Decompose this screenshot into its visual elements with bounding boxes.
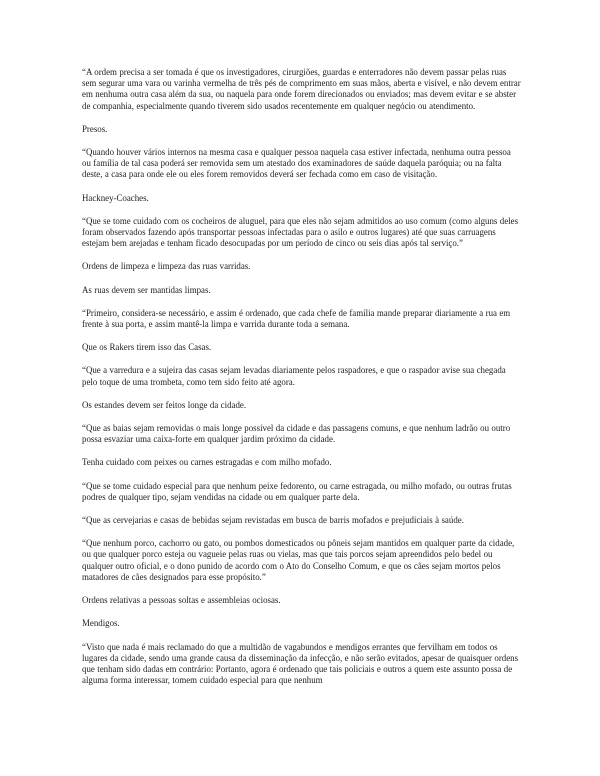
paragraph-stalls: “Que as baias sejam removidas o mais longe possível da cidade e das passagens comuns, e que nenhum ladrão ou outro possa esvaziar uma caixa-forte em qualquer jardim próximo da cidade. bbox=[82, 423, 511, 445]
section-heading-presos: Presos. bbox=[82, 123, 108, 134]
section-heading-rakers: Que os Rakers tirem isso das Casas. bbox=[82, 342, 212, 353]
section-heading-streets-clean: As ruas devem ser mantidas limpas. bbox=[82, 284, 211, 295]
paragraph-beggars: “Visto que nada é mais reclamado do que a multidão de vagabundos e mendigos errantes que fervilham em todos os lugares da cidade, sendo uma grande causa da disseminação da infecção, e não serão evitados, apesar de quaisquer ordens que tenham sido dadas em contrário: Portanto, agora é ordenado que tais policiais e outros a quem este assunto possa de alguma forma interessar, tomem cuidado especial para que nenhum bbox=[82, 641, 519, 686]
document-body bbox=[82, 67, 522, 698]
section-heading-loose-persons: Ordens relativas a pessoas soltas e assembleias ociosas. bbox=[82, 595, 281, 606]
paragraph-inmates: “Quando houver vários internos na mesma casa e qualquer pessoa naquela casa estiver infectada, nenhuma outra pessoa ou família de tal casa poderá ser removida sem um atestado dos examinadores de saúde daquela paróquia; ou na falta deste, a casa para onde ele ou eles forem removidos deverá ser fechada como em caso de visitação. bbox=[82, 147, 511, 180]
section-heading-stalls: Os estandes devem ser feitos longe da cidade. bbox=[82, 399, 247, 410]
section-heading-spoiled-food: Tenha cuidado com peixes ou carnes estragadas e com milho mofado. bbox=[82, 457, 332, 468]
paragraph-animals: “Que nenhum porco, cachorro ou gato, ou pombos domesticados ou pôneis sejam mantidos em qualquer parte da cidade, ou que qualquer porco esteja ou vagueie pelas ruas ou vielas, mas que tais porcos sejam apreendidos pelo bedel ou qualquer outro oficial, e o dono punido de acordo com o Ato do Conselho Comum, e que os cães sejam mortos pelos matadores de cães designados para esse propósito.” bbox=[82, 538, 515, 582]
section-heading-hackney-coaches: Hackney-Coaches. bbox=[82, 192, 149, 203]
paragraph-spoiled-food: “Que se tome cuidado especial para que nenhum peixe fedorento, ou carne estragada, ou milho mofado, ou outras frutas podres de qualquer tipo, sejam vendidas na cidade ou em qualquer parte dela. bbox=[82, 480, 512, 502]
paragraph-breweries: “Que as cervejarias e casas de bebidas sejam revistadas em busca de barris mofados e prejudiciais à saúde. bbox=[82, 515, 464, 526]
section-heading-beggars: Mendigos. bbox=[82, 618, 120, 629]
paragraph-order-investigators: “A ordem precisa a ser tomada é que os investigadores, cirurgiões, guardas e enterradores não devem passar pelas ruas sem segurar uma vara ou varinha vermelha de três pés de comprimento em suas mãos, aberta e visível, e não devem entrar em nenhuma outra casa além da sua, ou naquela para onde forem direcionados ou enviados; mas devem evitar e se abster de companhia, especialmente quando tiverem sido usados recentemente em qualquer negócio ou atendimento. bbox=[82, 67, 521, 111]
section-heading-cleaning-orders: Ordens de limpeza e limpeza das ruas varridas. bbox=[82, 261, 251, 272]
paragraph-householders: “Primeiro, considera-se necessário, e assim é ordenado, que cada chefe de família mande preparar diariamente a rua em frente à sua porta, e assim mantê-la limpa e varrida durante toda a semana. bbox=[82, 307, 511, 330]
paragraph-rakers: “Que a varredura e a sujeira das casas sejam levadas diariamente pelos raspadores, e que o raspador avise sua chegada pelo toque de uma trombeta, como tem sido feito até agora. bbox=[82, 365, 506, 387]
paragraph-coachmen: “Que se tome cuidado com os cocheiros de aluguel, para que eles não sejam admitidos ao uso comum (como alguns deles foram observados fazendo após transportar pessoas infectadas para o asilo e outros lugares) até que suas carruagens estejam bem arejadas e tenham ficado desocupadas por um período de cinco ou seis dias após tal serviço.” bbox=[82, 215, 519, 249]
